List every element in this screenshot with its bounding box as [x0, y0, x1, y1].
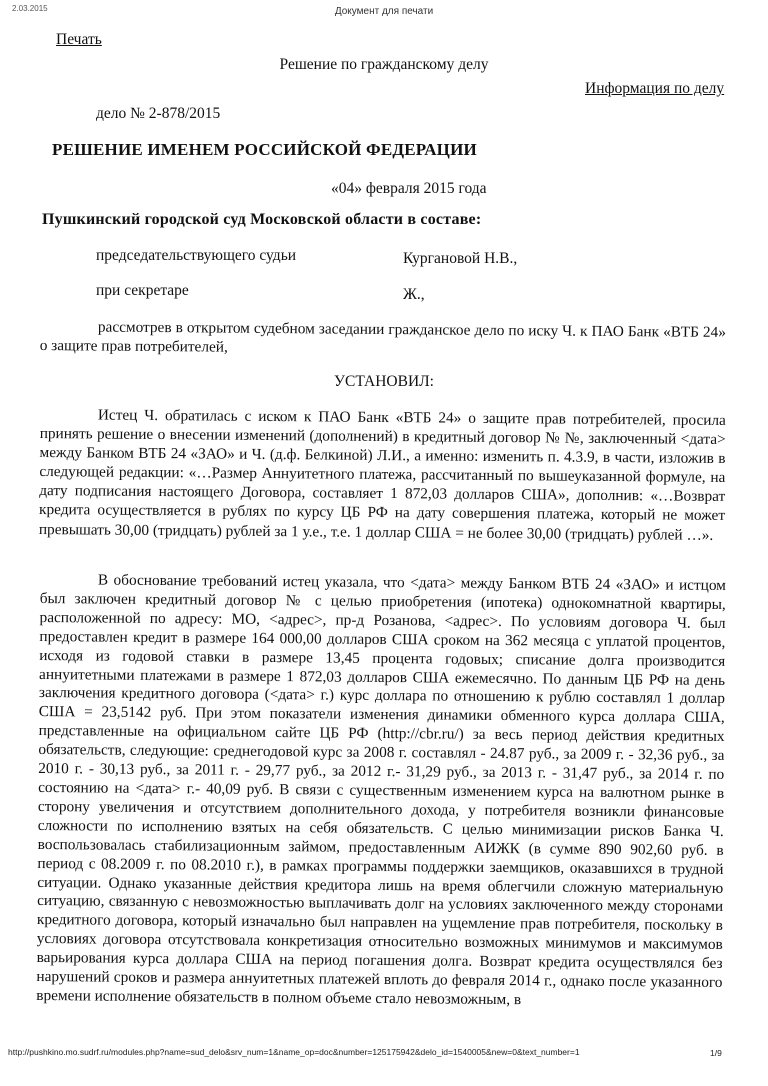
- secretary-label: при секретаре: [96, 282, 189, 299]
- page-number: 1/9: [710, 1048, 722, 1058]
- considering-paragraph: рассмотрев в открытом судебном заседании гражданское дело по иску Ч. к ПАО Банк «ВТБ 24» о защите прав потребителей,: [39, 318, 726, 356]
- decision-date: «04» февраля 2015 года: [331, 180, 487, 197]
- judge-name: Кургановой Н.В.,: [403, 250, 518, 267]
- grounds-paragraph: В обоснование требований истец указала, что <дата> между Банком ВТБ 24 «ЗАО» и истцом был заключен кредитный договор № с целью приобретения (ипотека) однокомнатной квартиры, расположенной по адресу: МО, <адрес>, пр-д Розанова, <адрес>. По условиям договора Ч. был предоставлен кредит в размере 164 000,00 долларов США сроком на 362 месяца с уплатой процентов, исходя из годовой ставки в размере 13,45 процента годовых; списание долга производится аннуитетными платежами в размере 1 872,03 долларов США ежемесячно. По данным ЦБ РФ на день заключения кредитного договора (<дата> г.) курс доллара по отношению к рублю составлял 1 доллар США = 23,5142 руб. При этом показатели изменения динамики обменного курса доллара США, представленные на официальном сайте ЦБ РФ (http://cbr.ru/) за весь период действия кредитных обязательств, следующие: среднегодовой курс за 2008 г. составлял - 24.87 руб., за 2009 г. - 32,36 руб., за 2010 г. - 30,13 руб., за 2011 г. - 29,77 руб., за 2012 г.- 31,29 руб., за 2013 г. - 31,47 руб., за 2014 г. по состоянию на <дата> г.- 40,09 руб. В связи с существенным изменением курса на валютном рынке в сторону увеличения и отсутствием дополнительного дохода, у потребителя возникли финансовые сложности по исполнению взятых на себя обязательств. С целью минимизации рисков Банка Ч. воспользовалась стабилизационным займом, предоставленным АИЖК (в сумме 890 902,60 руб. в период с 08.2009 г. по 08.2010 г.), в рамках программы поддержки заемщиков, оказавшихся в трудной ситуации. Однако указанные действия кредитора лишь на время облегчили сложную материальную ситуацию, связанную с невозможностью выплачивать долг на условиях заключенного между сторонами кредитного договора, который изначально был направлен на ущемление прав потребителя, поскольку в условиях договора отсутствовала конкретизация относительно возможных минимумов и максимумов варьирования курса доллара США на период погашения долга. Возврат кредита осуществлялся без нарушений сроков и размера аннуитетных платежей вплоть до февраля 2014 г., однако после указанного времени исполнение обязательств в полном объеме стало невозможным, в: [36, 571, 726, 1009]
- print-link[interactable]: Печать: [56, 31, 102, 48]
- court-name: Пушкинский городской суд Московской области в составе:: [42, 211, 482, 228]
- page-url[interactable]: http://pushkino.mo.sudrf.ru/modules.php?name=sud_delo&srv_num=1&name_op=doc&number=125175942&delo_id=1540005&new=0&text_number=1: [8, 1047, 580, 1057]
- claim-paragraph: Истец Ч. обратилась с иском к ПАО Банк «ВТБ 24» о защите прав потребителей, просила принять решение о внесении изменений (дополнений) в кредитный договор № №, заключенный <дата> между Банком ВТБ 24 «ЗАО» и Ч. (д.ф. Белкиной) Л.И., а именно: изменить п. 4.3.9, в части, изложив в следующей редакции: «…Размер Аннуитетного платежа, рассчитанный по вышеуказанной формуле, на дату подписания настоящего Договора, составляет 1 872,03 долларов США», дополнив: «…Возврат кредита осуществляется в рублях по курсу ЦБ РФ на дату совершения платежа, который не может превышать 30,00 (тридцать) рублей за 1 у.е., т.е. 1 доллар США = не более 30,00 (тридцать) рублей …».: [38, 406, 726, 544]
- established-heading: УСТАНОВИЛ:: [334, 373, 434, 390]
- print-date: 2.03.2015: [12, 4, 48, 13]
- secretary-name: Ж.,: [403, 286, 425, 303]
- decision-title: РЕШЕНИЕ ИМЕНЕМ РОССИЙСКОЙ ФЕДЕРАЦИИ: [52, 140, 477, 159]
- judge-label: председательствующего судьи: [96, 247, 297, 264]
- document-heading: Решение по гражданскому делу: [279, 56, 489, 73]
- case-number: дело № 2-878/2015: [96, 105, 221, 122]
- browser-print-header: Документ для печати: [334, 6, 434, 17]
- case-info-link[interactable]: Информация по делу: [585, 80, 725, 97]
